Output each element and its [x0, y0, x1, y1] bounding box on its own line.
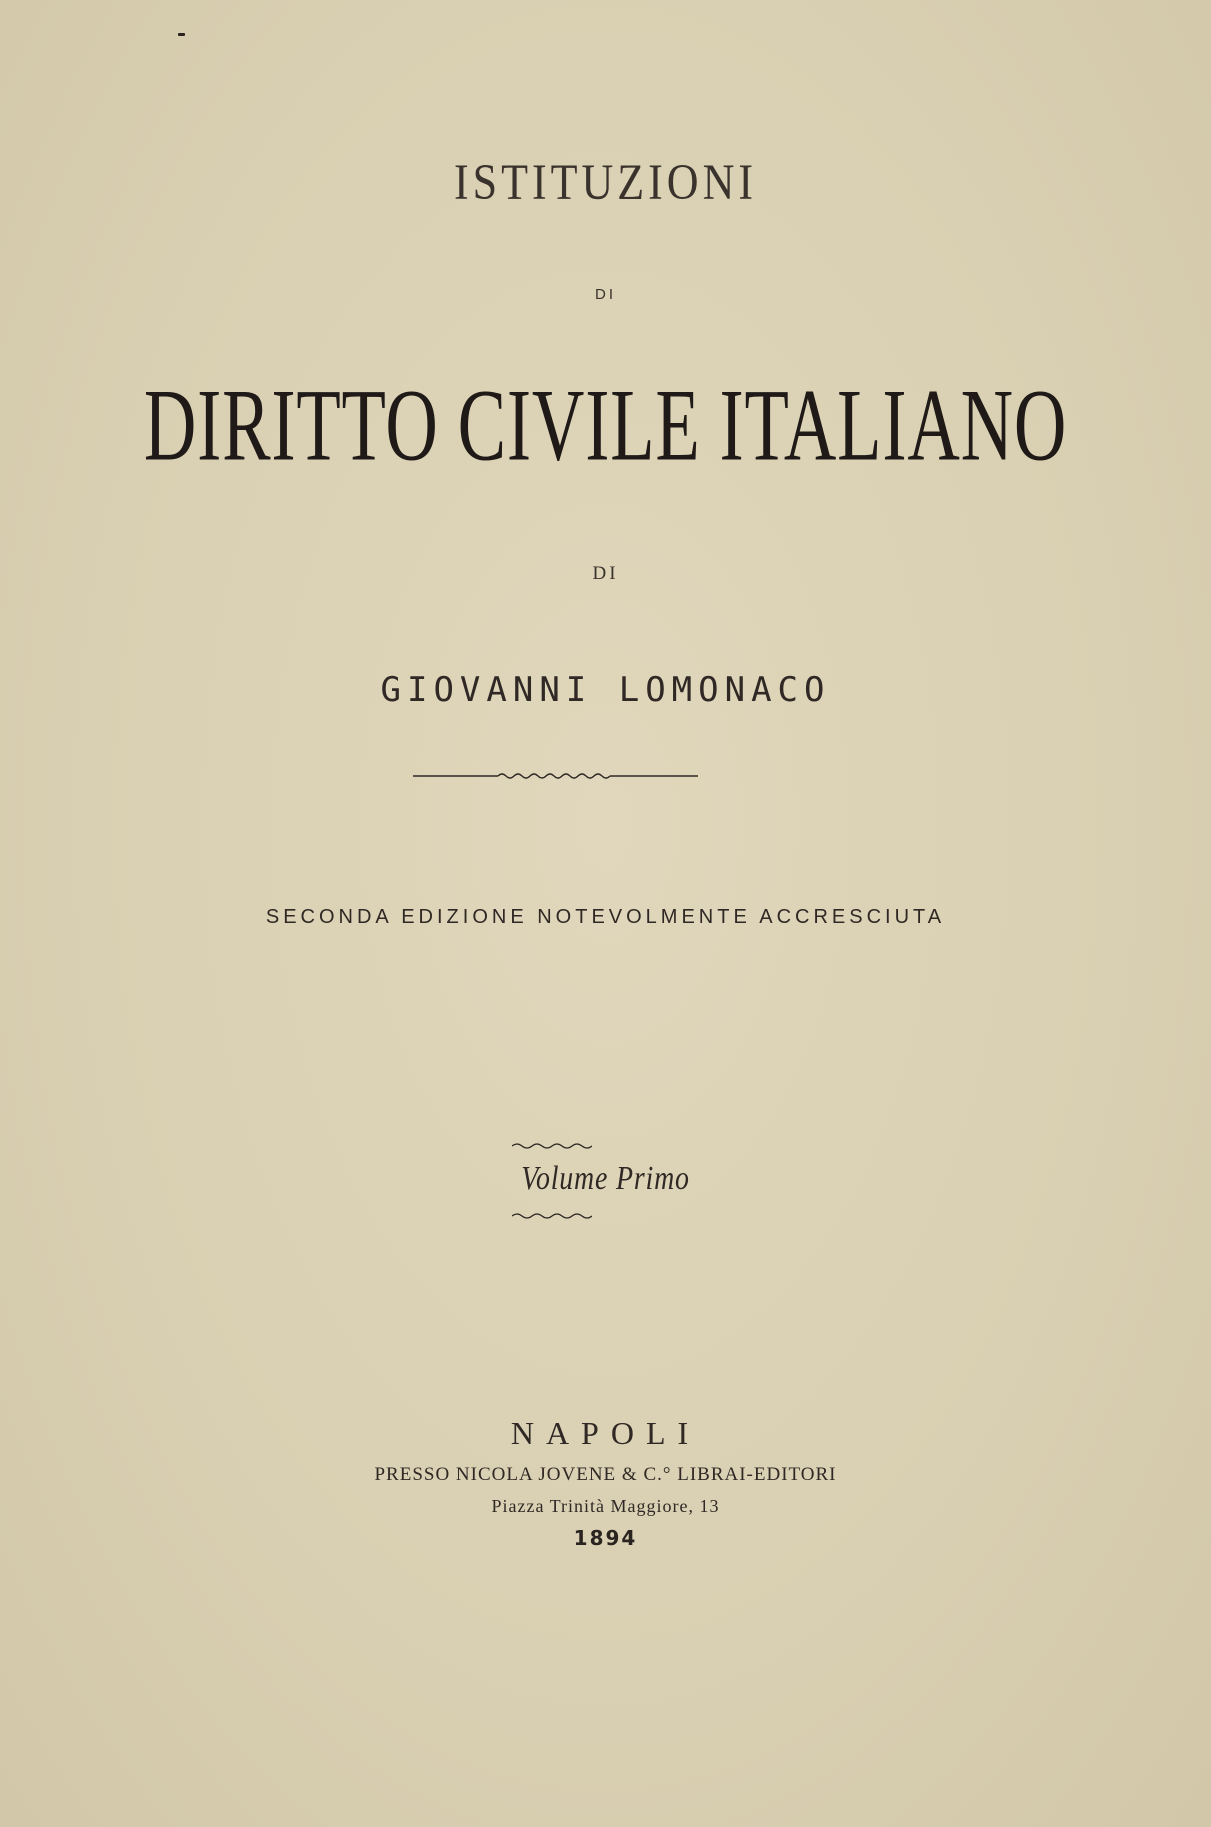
imprint-city: NAPOLI [510, 1415, 701, 1451]
edition-statement: SECONDA EDIZIONE NOTEVOLMENTE ACCRESCIUTA [265, 906, 946, 928]
series-title: ISTITUZIONI [453, 154, 758, 211]
ornamental-rule [413, 770, 698, 782]
volume-ornament-top [512, 1141, 592, 1151]
volume-label: Volume Primo [521, 1160, 690, 1197]
imprint-address: Piazza Trinità Maggiore, 13 [491, 1496, 720, 1516]
main-title: DIRITTO CIVILE ITALIANO [143, 367, 1068, 483]
author-name: GIOVANNI LOMONACO [380, 670, 831, 710]
connector-di-1: DI [595, 286, 616, 303]
imprint-publisher: PRESSO NICOLA JOVENE & C.° LIBRAI-EDITORI [374, 1464, 837, 1485]
connector-di-2: DI [592, 563, 619, 584]
ink-speck [178, 33, 185, 36]
volume-ornament-bottom [512, 1211, 592, 1221]
imprint-year: 1894 [573, 1526, 638, 1550]
